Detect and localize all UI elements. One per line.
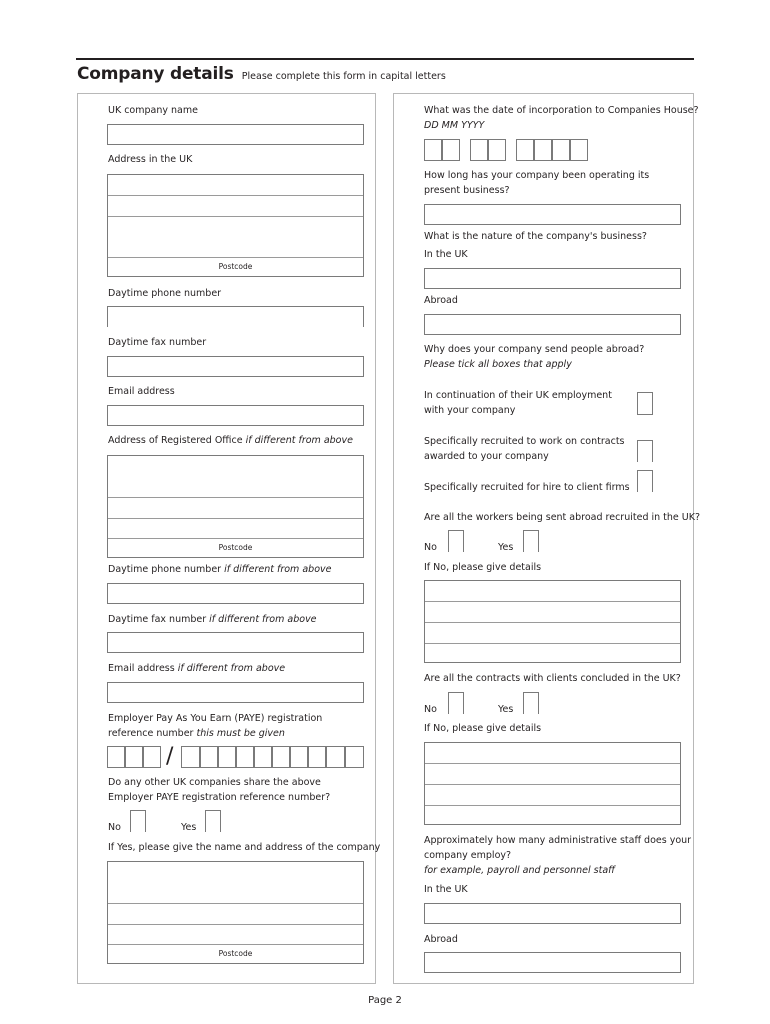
paye-digit-box[interactable] [345,746,364,768]
nature-label: What is the nature of the company's business? [424,231,647,242]
uk-company-name-field[interactable] [107,124,364,145]
contracts-recruited-label-line2: awarded to your company [424,451,549,462]
how-long-label-line2: present business? [424,185,510,196]
daytime-fax-field[interactable] [107,356,364,377]
share-yes-checkbox[interactable] [205,810,221,832]
postcode-label: Postcode [218,262,253,271]
details-line [425,763,680,764]
share-no-checkbox[interactable] [130,810,146,832]
contracts-no-label: No [424,704,437,715]
daytime-fax-2-label: Daytime fax number if different from above [108,614,317,625]
daytime-phone-label: Daytime phone number [108,288,222,299]
admin-abroad-label: Abroad [424,934,458,945]
paye-label-line2: reference number this must be given [108,728,285,739]
paye-digit-box[interactable] [107,746,125,768]
daytime-fax-label: Daytime fax number [108,337,207,348]
admin-uk-field[interactable] [424,903,681,924]
continuation-checkbox[interactable] [637,392,653,415]
hire-checkbox[interactable] [637,470,653,492]
contracts-yes-checkbox[interactable] [523,692,539,714]
paye-digit-box[interactable] [326,746,345,768]
address-line [108,195,363,196]
paye-digit-box[interactable] [254,746,272,768]
paye-digit-box[interactable] [272,746,290,768]
paye-digit-box[interactable] [181,746,200,768]
email-2-field[interactable] [107,682,364,703]
date-day-box[interactable] [424,139,442,161]
contracts-recruited-label-line1: Specifically recruited to work on contracts [424,436,625,447]
email-field[interactable] [107,405,364,426]
email-2-label: Email address if different from above [108,663,286,674]
recruited-yes-label: Yes [498,542,514,553]
recruited-no-label: No [424,542,437,553]
paye-digit-box[interactable] [290,746,308,768]
contracts-recruited-checkbox[interactable] [637,440,653,462]
page-title [77,64,446,84]
nature-abroad-label: Abroad [424,295,458,306]
admin-staff-label-line1: Approximately how many administrative staff does your [424,835,692,846]
nature-uk-field[interactable] [424,268,681,289]
date-year-box[interactable] [534,139,552,161]
if-no-label: If No, please give details [424,562,542,573]
daytime-phone-2-field[interactable] [107,583,364,604]
admin-staff-label-line2: company employ? [424,850,512,861]
daytime-phone-field[interactable] [107,306,364,327]
nature-abroad-field[interactable] [424,314,681,335]
address-line [108,497,363,498]
date-day-box[interactable] [442,139,460,161]
date-year-box[interactable] [552,139,570,161]
date-month-box[interactable] [470,139,488,161]
paye-slash: / [166,744,174,769]
paye-digit-box[interactable] [308,746,326,768]
address-line [108,257,363,258]
page-number: Page 2 [368,995,402,1006]
uk-company-name-label: UK company name [108,105,198,116]
if-yes-label: If Yes, please give the name and address of the company [108,842,381,853]
email-label: Email address [108,386,175,397]
address-uk-label: Address in the UK [108,154,193,165]
registered-office-label: Address of Registered Office if different from above [108,435,353,446]
incorporation-label: What was the date of incorporation to Companies House? [424,105,699,116]
date-year-box[interactable] [516,139,534,161]
why-abroad-label: Why does your company send people abroad? [424,344,645,355]
share-no-label: No [108,822,121,833]
postcode-label: Postcode [218,949,253,958]
nature-uk-label: In the UK [424,249,468,260]
daytime-fax-2-field[interactable] [107,632,364,653]
paye-digit-box[interactable] [218,746,236,768]
address-line [108,924,363,925]
address-line [108,216,363,217]
details-line [425,805,680,806]
contracts-yes-label: Yes [498,704,514,715]
date-year-box[interactable] [570,139,588,161]
details-line [425,622,680,623]
hire-label: Specifically recruited for hire to client firms [424,482,630,493]
admin-staff-example: for example, payroll and personnel staff [424,865,616,876]
paye-digit-box[interactable] [143,746,161,768]
continuation-label-line2: with your company [424,405,516,416]
admin-uk-label: In the UK [424,884,468,895]
address-line [108,944,363,945]
contracts-uk-label: Are all the contracts with clients concluded in the UK? [424,673,681,684]
recruited-uk-label: Are all the workers being sent abroad recruited in the UK? [424,512,701,523]
recruited-no-checkbox[interactable] [448,530,464,552]
details-line [425,643,680,644]
share-question-line1: Do any other UK companies share the above [108,777,321,788]
section-instruction: Please complete this form in capital letters [241,71,446,82]
paye-digit-box[interactable] [200,746,218,768]
tick-all-hint: Please tick all boxes that apply [424,359,572,370]
paye-label-line1: Employer Pay As You Earn (PAYE) registration [108,713,323,724]
contracts-no-checkbox[interactable] [448,692,464,714]
section-title: Company details [77,64,234,84]
how-long-label-line1: How long has your company been operating its [424,170,650,181]
share-yes-label: Yes [181,822,197,833]
details-line [425,601,680,602]
if-no-2-label: If No, please give details [424,723,542,734]
details-line [425,784,680,785]
postcode-label: Postcode [218,543,253,552]
daytime-phone-2-label: Daytime phone number if different from above [108,564,332,575]
date-format-hint: DD MM YYYY [424,120,485,131]
date-month-box[interactable] [488,139,506,161]
admin-abroad-field[interactable] [424,952,681,973]
continuation-label-line1: In continuation of their UK employment [424,390,612,401]
address-line [108,518,363,519]
paye-digit-box[interactable] [236,746,254,768]
address-line [108,538,363,539]
recruited-yes-checkbox[interactable] [523,530,539,552]
how-long-field[interactable] [424,204,681,225]
paye-digit-box[interactable] [125,746,143,768]
share-question-line2: Employer PAYE registration reference number? [108,792,331,803]
top-rule [76,58,694,60]
address-line [108,903,363,904]
